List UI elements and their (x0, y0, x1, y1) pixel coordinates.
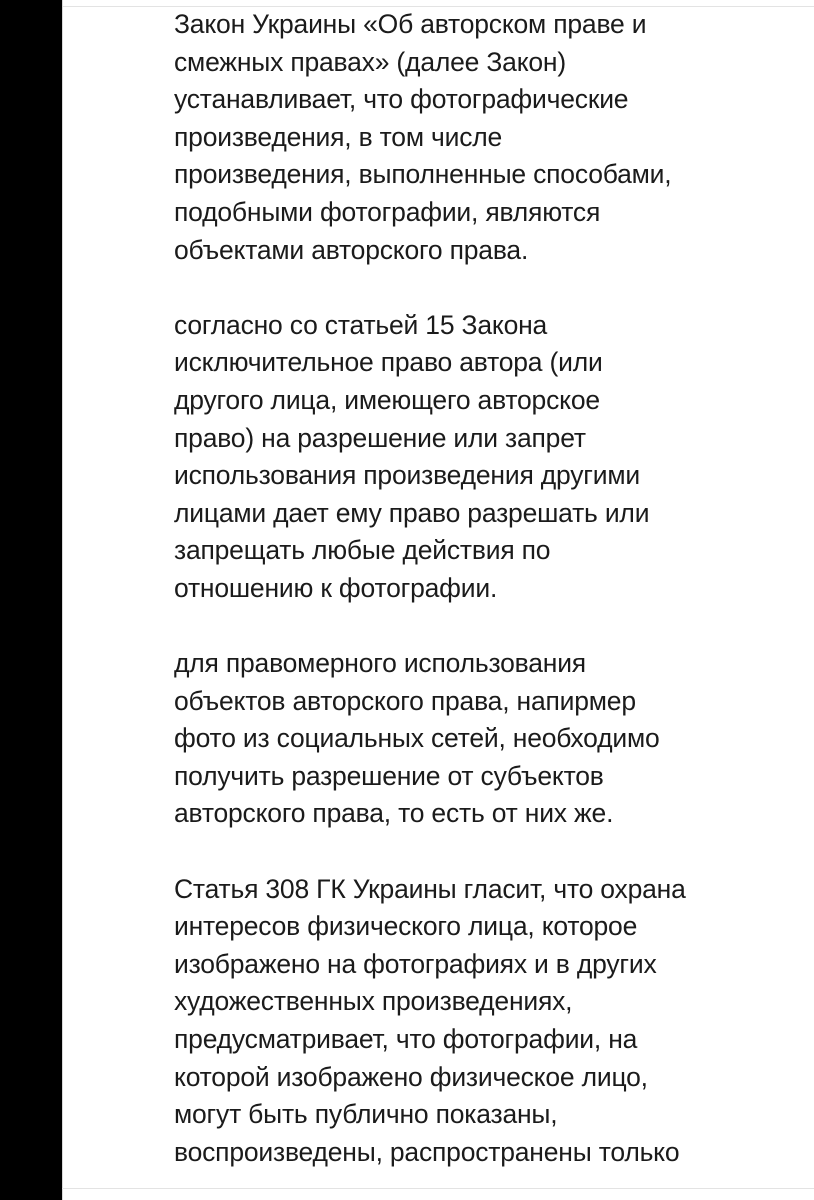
paragraph-article-15: согласно со статьей 15 Закона исключительное право автора (или другого лица, имеющего авторское право) на разрешение или запрет использования произведения другими лицами дает ему право разрешать или запрещать любые действия по отношению к фотографии. (174, 309, 650, 603)
panel-bottom-divider (62, 1188, 814, 1189)
paragraph-lawful-use: для правомерного использования объектов авторского права, напирмер фото из социальных сетей, необходимо получить разрешение от субъектов авторского права, то есть от них же. (174, 648, 660, 829)
message-text (174, 6, 784, 1200)
panel-left-border (62, 0, 63, 1200)
message-panel (62, 0, 814, 1200)
paragraph-copyright-law: Закон Украины «Об авторском праве и смежных правах» (далее Закон) устанавливает, что фотографические произведения, в том числе произведения, выполненные способами, подобными фотографии, являются объектами авторского права. (174, 9, 672, 265)
paragraph-article-308: Статья 308 ГК Украины гласит, что охрана интересов физического лица, которое изображено на фотографиях и в других художественных произведениях, предусматривает, что фотографии, на которой изображено физическое лицо, могут быть публично показаны, воспроизведены, распространены только (174, 873, 686, 1167)
